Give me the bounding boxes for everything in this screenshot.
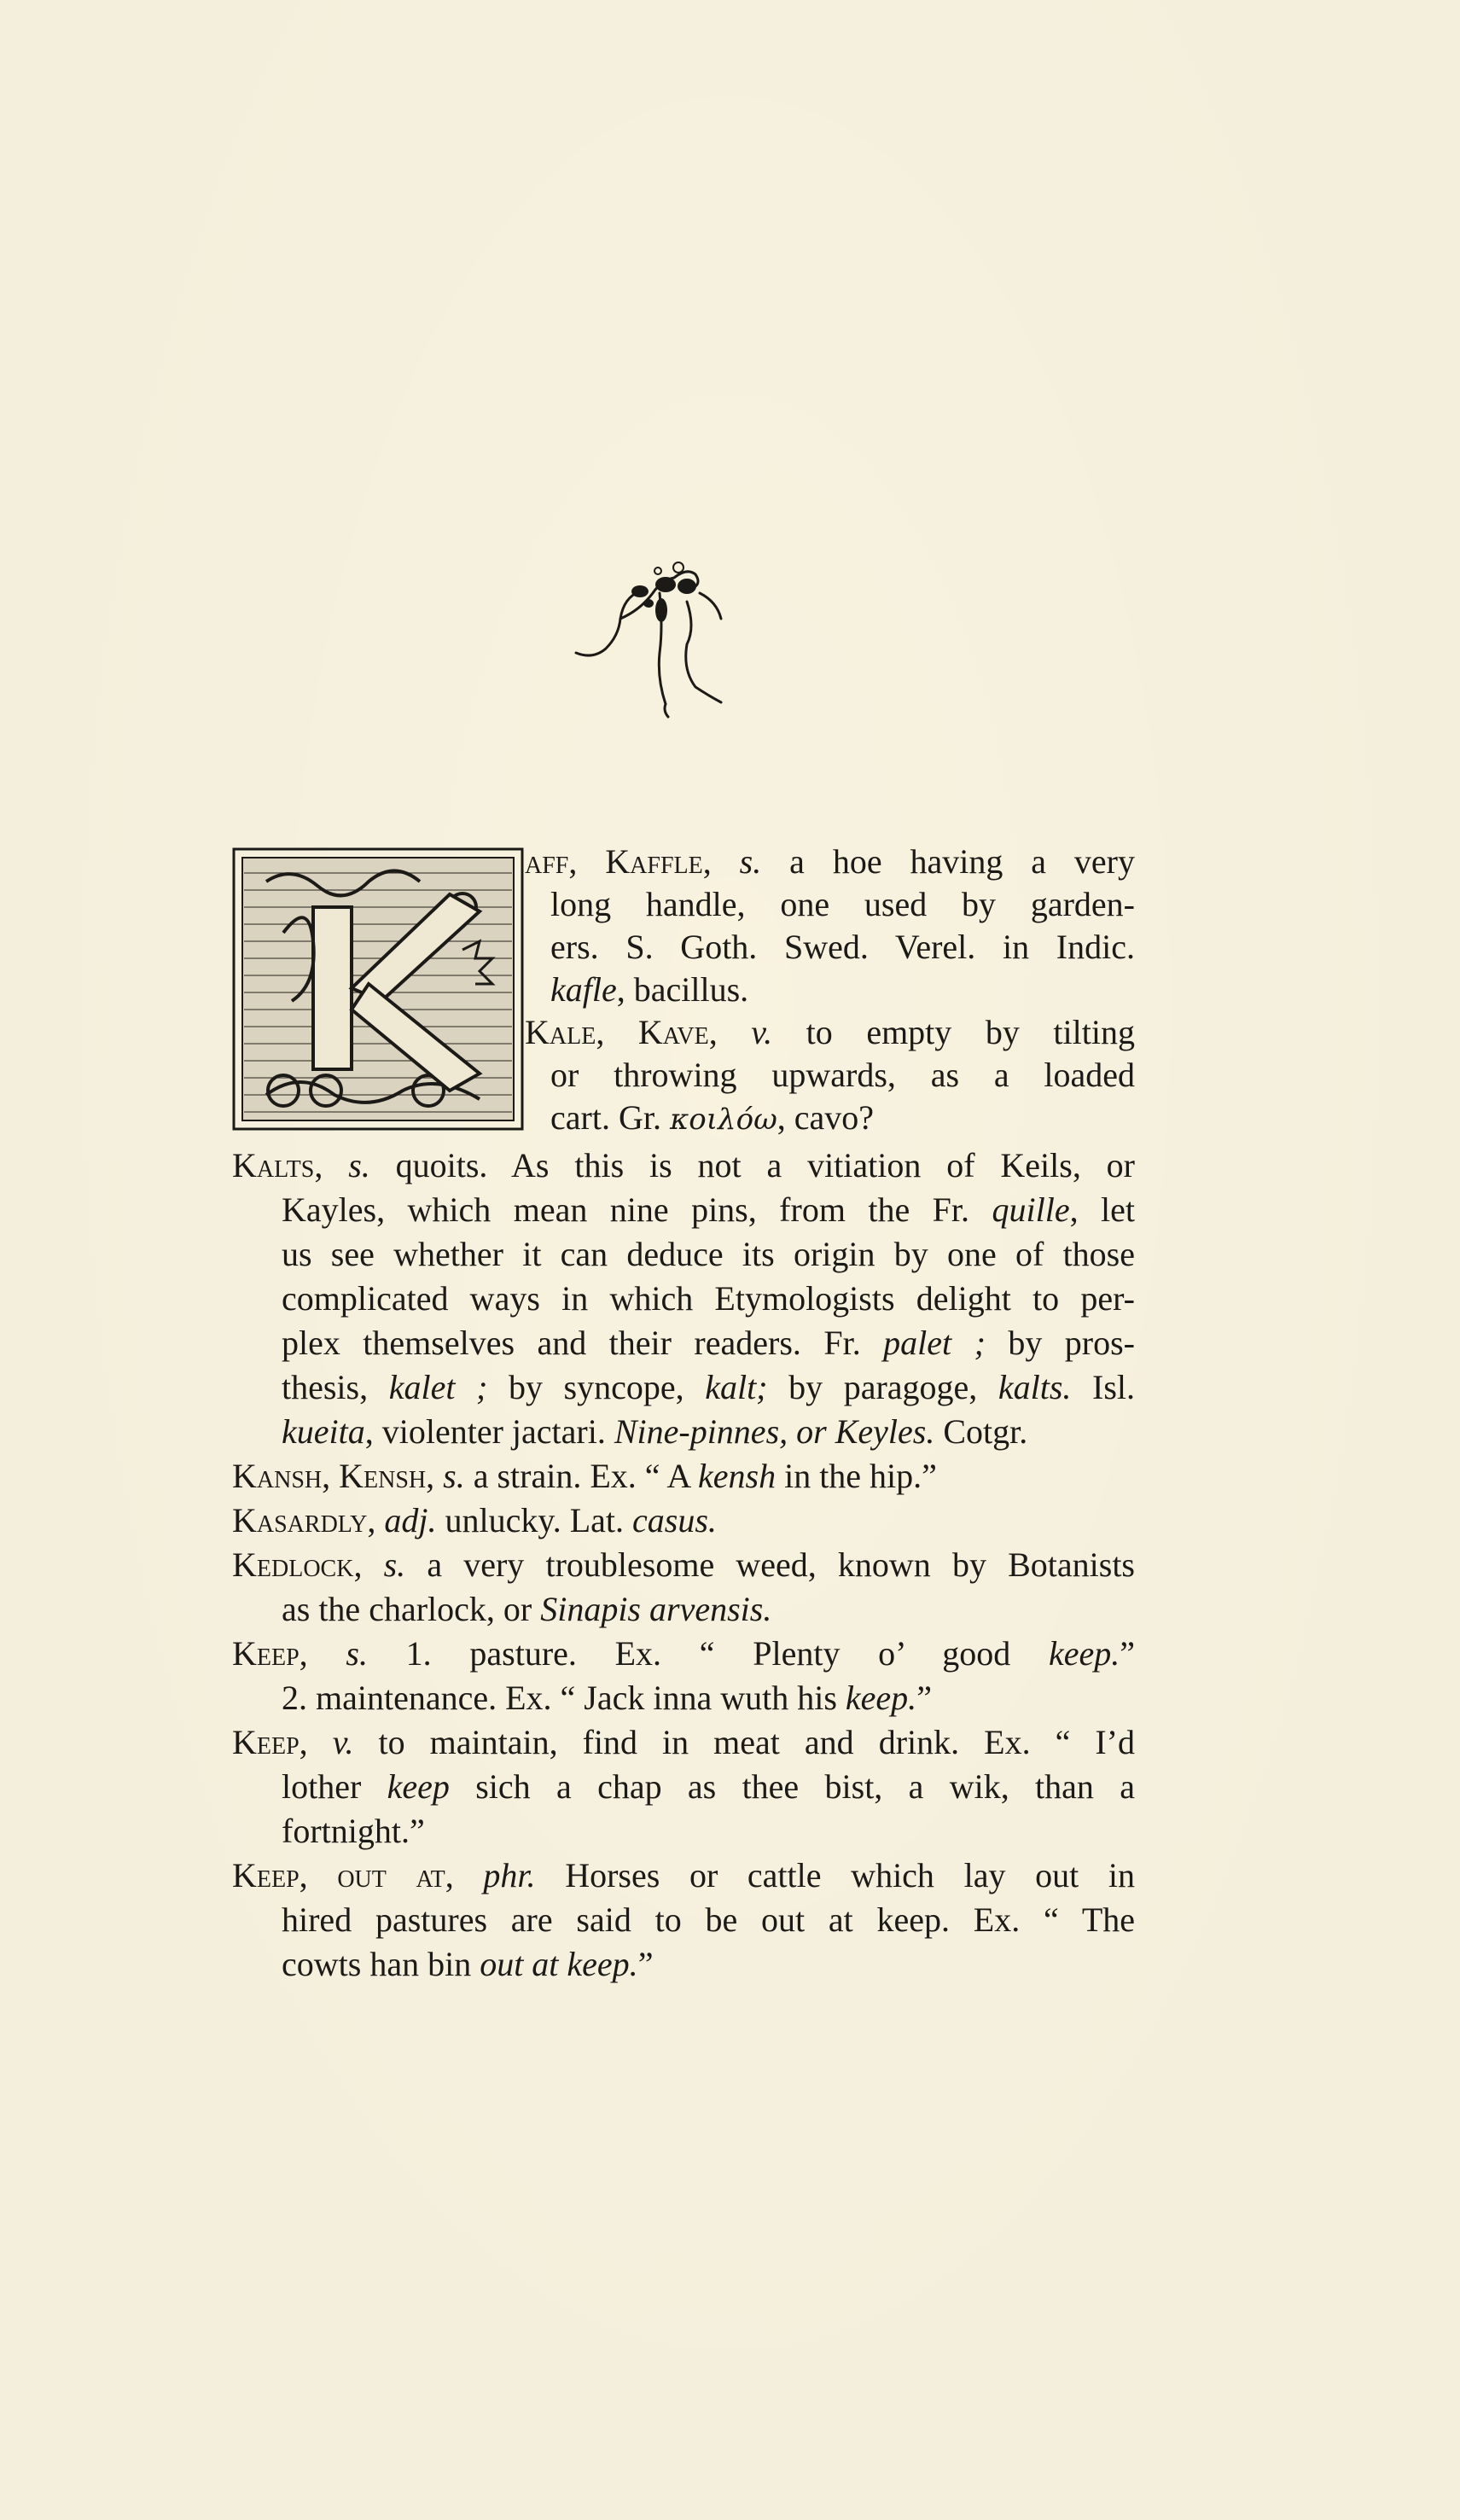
italic-text: v. xyxy=(751,1013,773,1051)
entry-line xyxy=(232,1898,1135,1942)
headword: Kensh xyxy=(339,1457,427,1495)
entry-text: us see whether it can deduce its origin by one of those xyxy=(282,1235,1135,1273)
italic-text: v. xyxy=(332,1723,354,1761)
entry-text: , xyxy=(314,1146,349,1184)
entry-line xyxy=(232,1676,1135,1720)
entry-text: by syncope, xyxy=(487,1368,706,1406)
entry-line xyxy=(232,1854,1135,1898)
entry-text: , xyxy=(322,1457,340,1495)
italic-text: casus. xyxy=(632,1501,717,1539)
entry-text: in the hip.” xyxy=(776,1457,937,1495)
headword: Kave xyxy=(637,1013,709,1051)
italic-text: kalt; xyxy=(705,1368,768,1406)
entry-line xyxy=(232,1942,1135,1987)
dictionary-entry xyxy=(232,1454,1135,1499)
entry-text: to maintain, find in meat and drink. Ex. “ I’d xyxy=(353,1723,1135,1761)
headword: Kale xyxy=(525,1013,596,1051)
entry-line xyxy=(525,1097,1135,1139)
entry-text: 2. maintenance. Ex. “ Jack inna wuth his xyxy=(282,1679,846,1717)
italic-text: s. xyxy=(383,1545,406,1584)
entry-text: by pros- xyxy=(985,1324,1135,1362)
headword: Kedlock xyxy=(232,1545,354,1584)
entry-line xyxy=(525,883,1135,926)
entry-text: complicated ways in which Etymologists delight to per- xyxy=(282,1279,1135,1318)
entry-text: ” xyxy=(1120,1634,1135,1673)
entry-text: a hoe having a very xyxy=(761,842,1136,881)
entry-line xyxy=(232,1410,1135,1454)
dictionary-entry xyxy=(232,1632,1135,1720)
entry-text: Horses or cattle which lay out in xyxy=(535,1856,1135,1894)
headword: out at xyxy=(337,1856,445,1894)
floral-ornament-icon xyxy=(559,559,772,721)
italic-text: kalet ; xyxy=(388,1368,488,1406)
entry-text: , xyxy=(426,1457,444,1495)
entry-text: cowts han bin xyxy=(282,1945,480,1983)
entry-line xyxy=(232,1321,1135,1365)
entry-text: , xyxy=(702,842,740,881)
entry-text: fortnight.” xyxy=(282,1812,425,1850)
entry-text: , let xyxy=(1069,1190,1135,1229)
entry-text: Kayles, which mean nine pins, from the Fr. xyxy=(282,1190,992,1229)
entry-text: Isl. xyxy=(1071,1368,1135,1406)
entry-line xyxy=(525,926,1135,969)
dictionary-entry xyxy=(232,1144,1135,1454)
headword: Keep xyxy=(232,1856,300,1894)
decorated-initial-k-icon xyxy=(232,847,524,1131)
entry-text: , bacillus. xyxy=(616,970,749,1009)
italic-text: s. xyxy=(443,1457,465,1495)
headword: Kalts xyxy=(232,1146,315,1184)
entry-line xyxy=(232,1454,1135,1499)
dictionary-entry xyxy=(525,841,1135,1011)
entry-line xyxy=(232,1543,1135,1587)
dictionary-entry xyxy=(232,1543,1135,1632)
entries-beside-initial xyxy=(525,841,1135,1139)
entry-text: , cavo? xyxy=(777,1098,875,1137)
entry-text: a very troublesome weed, known by Botanists xyxy=(405,1545,1136,1584)
entry-text: unlucky. Lat. xyxy=(436,1501,633,1539)
entry-line xyxy=(525,841,1135,883)
entry-text: quoits. As this is not a vitiation of Keils, or xyxy=(369,1146,1136,1184)
headword: Keep xyxy=(232,1634,300,1673)
entry-text: ers. S. Goth. Swed. Verel. in Indic. xyxy=(550,928,1135,966)
entry-text: Cotgr. xyxy=(934,1412,1028,1451)
entry-line xyxy=(232,1232,1135,1277)
italic-text: keep. xyxy=(845,1679,917,1717)
entry-text: cart. Gr. xyxy=(550,1098,670,1137)
entry-text: sich a chap as thee bist, a wik, than a xyxy=(449,1767,1135,1806)
italic-text: Nine-pinnes, or Keyles. xyxy=(614,1412,935,1451)
italic-text: out at keep. xyxy=(480,1945,638,1983)
entry-text: , xyxy=(596,1013,638,1051)
headword: aff, xyxy=(525,842,606,881)
entry-text: long handle, one used by garden- xyxy=(550,885,1135,923)
entry-text: as the charlock, or xyxy=(282,1590,541,1628)
entry-text: , xyxy=(708,1013,752,1051)
entry-text: hired pastures are said to be out at keep. Ex. “ The xyxy=(282,1900,1135,1939)
entry-line xyxy=(232,1144,1135,1188)
entry-line xyxy=(232,1720,1135,1765)
headword: Keep xyxy=(232,1723,300,1761)
dictionary-entry xyxy=(232,1499,1135,1543)
headword: Kansh xyxy=(232,1457,323,1495)
entry-text: lother xyxy=(282,1767,387,1806)
italic-text: kalts. xyxy=(998,1368,1072,1406)
italic-text: s. xyxy=(348,1146,370,1184)
entry-line xyxy=(525,1054,1135,1097)
entry-line xyxy=(232,1188,1135,1232)
entry-text: ” xyxy=(916,1679,932,1717)
entry-text: , xyxy=(353,1545,384,1584)
entry-line xyxy=(232,1499,1135,1543)
italic-text: keep. xyxy=(1048,1634,1120,1673)
italic-text: Sinapis arvensis. xyxy=(540,1590,772,1628)
entry-text: plex themselves and their readers. Fr. xyxy=(282,1324,884,1362)
headword: Kaffle xyxy=(605,842,703,881)
italic-text: kafle xyxy=(550,970,617,1009)
entry-text: , violenter jactari. xyxy=(364,1412,614,1451)
headword: Kasardly xyxy=(232,1501,368,1539)
entry-line xyxy=(232,1765,1135,1809)
dictionary-entry xyxy=(232,1854,1135,1987)
entry-text: , xyxy=(299,1856,338,1894)
dictionary-entry xyxy=(232,1720,1135,1854)
entry-text: , xyxy=(445,1856,484,1894)
entry-text: ” xyxy=(637,1945,654,1983)
dictionary-entry xyxy=(525,1011,1135,1139)
italic-text: kensh xyxy=(698,1457,777,1495)
italic-text: s. xyxy=(346,1634,368,1673)
entry-line xyxy=(525,1011,1135,1054)
entry-text: , xyxy=(367,1501,385,1539)
italic-text: kueita xyxy=(282,1412,365,1451)
entry-line xyxy=(232,1809,1135,1854)
italic-text: adj. xyxy=(384,1501,437,1539)
entry-text: , xyxy=(299,1723,333,1761)
italic-text: palet ; xyxy=(883,1324,986,1362)
entry-text: κοιλόω xyxy=(669,1103,777,1137)
entry-text: by paragoge, xyxy=(767,1368,998,1406)
entry-text: to empty by tilting xyxy=(772,1013,1135,1051)
entry-text: thesis, xyxy=(282,1368,389,1406)
entry-line xyxy=(232,1632,1135,1676)
italic-text: s. xyxy=(739,842,762,881)
entry-line xyxy=(525,969,1135,1011)
entry-text: or throwing upwards, as a loaded xyxy=(550,1056,1135,1094)
entry-line xyxy=(232,1277,1135,1321)
entry-text: , xyxy=(299,1634,346,1673)
dictionary-entries xyxy=(232,1144,1135,1987)
entry-line xyxy=(232,1365,1135,1410)
entry-line xyxy=(232,1587,1135,1632)
italic-text: keep xyxy=(387,1767,450,1806)
entry-text: a strain. Ex. “ A xyxy=(464,1457,698,1495)
italic-text: quille xyxy=(992,1190,1070,1229)
entry-text: 1. pasture. Ex. “ Plenty o’ good xyxy=(367,1634,1049,1673)
italic-text: phr. xyxy=(483,1856,536,1894)
